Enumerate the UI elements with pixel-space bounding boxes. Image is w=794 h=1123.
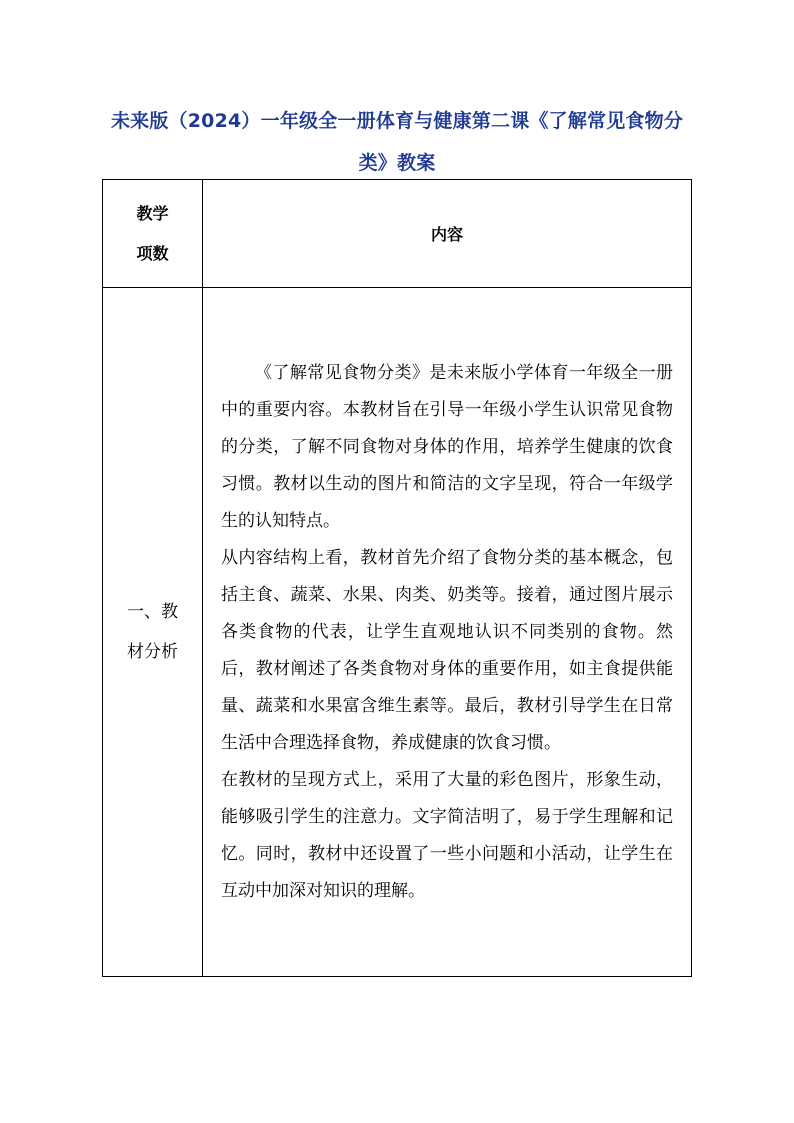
document-title <box>102 100 692 184</box>
content-paragraph-1: 《了解常见食物分类》是未来版小学体育一年级全一册中的重要内容。本教材旨在引导一年级小学生认识常见食物的分类，了解不同食物对身体的作用，培养学生健康的饮食习惯。教材以生动的图片和简洁的文字呈现，符合一年级学生的认知特点。 <box>221 362 673 531</box>
table-header-row <box>103 180 692 288</box>
table-row <box>103 288 692 977</box>
header-item-line-2: 项数 <box>136 243 169 263</box>
row-content-cell <box>203 288 692 977</box>
title-line-1: 未来版（2024）一年级全一册体育与健康第二课《了解常见食物分 <box>110 110 684 132</box>
content-paragraph-2: 从内容结构上看，教材首先介绍了食物分类的基本概念，包括主食、蔬菜、水果、肉类、奶类等。接着，通过图片展示各类食物的代表，让学生直观地认识不同类别的食物。然后，教材阐述了各类食物对身体的重要作用，如主食提供能量、蔬菜和水果富含维生素等。最后，教材引导学生在日常生活中合理选择食物，养成健康的饮食习惯。 <box>221 547 673 753</box>
title-line-2: 类》教案 <box>358 152 436 174</box>
content-paragraph-3: 在教材的呈现方式上，采用了大量的彩色图片，形象生动，能够吸引学生的注意力。文字简洁明了，易于学生理解和记忆。同时，教材中还设置了一些小问题和小活动，让学生在互动中加深对知识的理解。 <box>221 769 673 901</box>
header-cell-item <box>103 180 203 288</box>
lesson-plan-table <box>102 179 692 977</box>
header-item-line-1: 教学 <box>136 203 169 223</box>
row-label-line-2: 材分析 <box>127 642 178 662</box>
header-cell-content: 内容 <box>203 180 692 288</box>
row-label-cell <box>103 288 203 977</box>
row-label-line-1: 一、教 <box>127 602 178 622</box>
